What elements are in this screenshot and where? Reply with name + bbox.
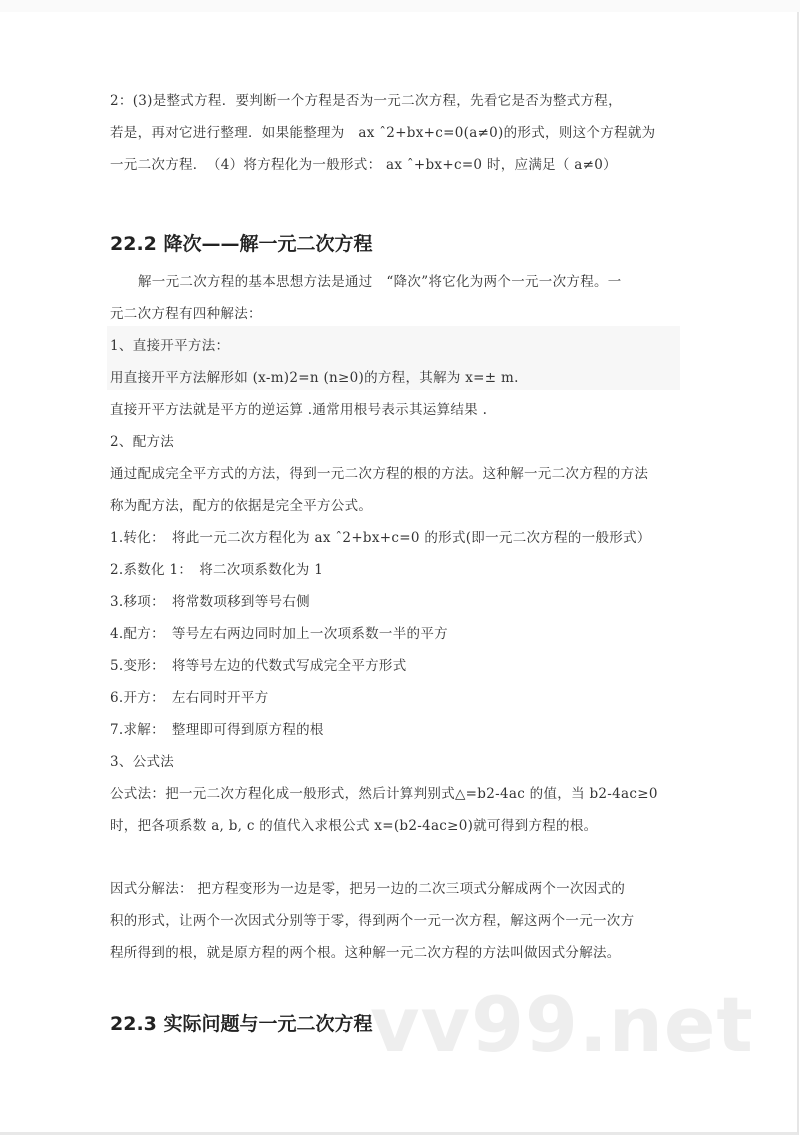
method1-line-1: 用直接开平方法解形如 (x-m)2=n (n≥0)的方程，其解为 x=± m.	[110, 370, 519, 386]
top-band	[0, 0, 800, 12]
method2-step-1: 1.转化： 将此一元二次方程化为 ax ˆ2+bx+c=0 的形式(即一元二次方程的一般形式）	[110, 530, 651, 546]
method2-line-1: 通过配成完全平方式的方法，得到一元二次方程的根的方法。这种解一元二次方程的方法	[110, 466, 649, 482]
method4-line-2: 积的形式，让两个一次因式分别等于零，得到两个一元一次方程，解这两个一元一次方	[110, 913, 635, 929]
method3-title: 3、公式法	[110, 754, 175, 770]
intro-line-1: 2：(3)是整式方程．要判断一个方程是否为一元二次方程，先看它是否为整式方程，	[110, 93, 622, 109]
intro-line-3: 一元二次方程． （4）将方程化为一般形式： ax ˆ+bx+c=0 时，应满足（ a≠0）	[110, 157, 617, 173]
intro-line-2: 若是，再对它进行整理．如果能整理为 ax ˆ2+bx+c=0(a≠0)的形式，则这个方程就为	[110, 125, 656, 141]
method2-step-4: 4.配方： 等号左右两边同时加上一次项系数一半的平方	[110, 626, 448, 642]
method3-line-1: 公式法：把一元二次方程化成一般形式，然后计算判别式△=b2-4ac 的值，当 b2-4ac≥0	[110, 786, 658, 802]
method2-line-2: 称为配方法，配方的依据是完全平方公式。	[110, 498, 373, 514]
method2-title: 2、配方法	[110, 434, 175, 450]
section-intro-line-2: 元二次方程有四种解法：	[110, 306, 262, 322]
method1-line-2: 直接开平方法就是平方的逆运算 .通常用根号表示其运算结果 .	[110, 402, 488, 418]
method1-title: 1、直接开平方法：	[110, 338, 230, 354]
watermark: vv99.net	[370, 980, 754, 1069]
method3-line-2: 时，把各项系数 a, b, c 的值代入求根公式 x=(b2-4ac≥0)就可得到方程的根。	[110, 818, 598, 834]
method2-step-5: 5.变形： 将等号左边的代数式写成完全平方形式	[110, 658, 407, 674]
method4-line-3: 程所得到的根，就是原方程的两个根。这种解一元二次方程的方法叫做因式分解法。	[110, 945, 621, 961]
section-intro-line-1: 解一元二次方程的基本思想方法是通过 “降次”将它化为两个一元一次方程。一	[138, 274, 622, 290]
method2-step-2: 2.系数化 1： 将二次项系数化为 1	[110, 562, 324, 578]
section-heading-22-2: 22.2 降次——解一元二次方程	[110, 233, 373, 255]
method4-line-1: 因式分解法： 把方程变形为一边是零，把另一边的二次三项式分解成两个一次因式的	[110, 881, 626, 897]
method2-step-6: 6.开方： 左右同时开平方	[110, 690, 269, 706]
method2-step-3: 3.移项： 将常数项移到等号右侧	[110, 594, 310, 610]
section-heading-22-3: 22.3 实际问题与一元二次方程	[110, 1013, 373, 1035]
method2-step-7: 7.求解： 整理即可得到原方程的根	[110, 722, 324, 738]
